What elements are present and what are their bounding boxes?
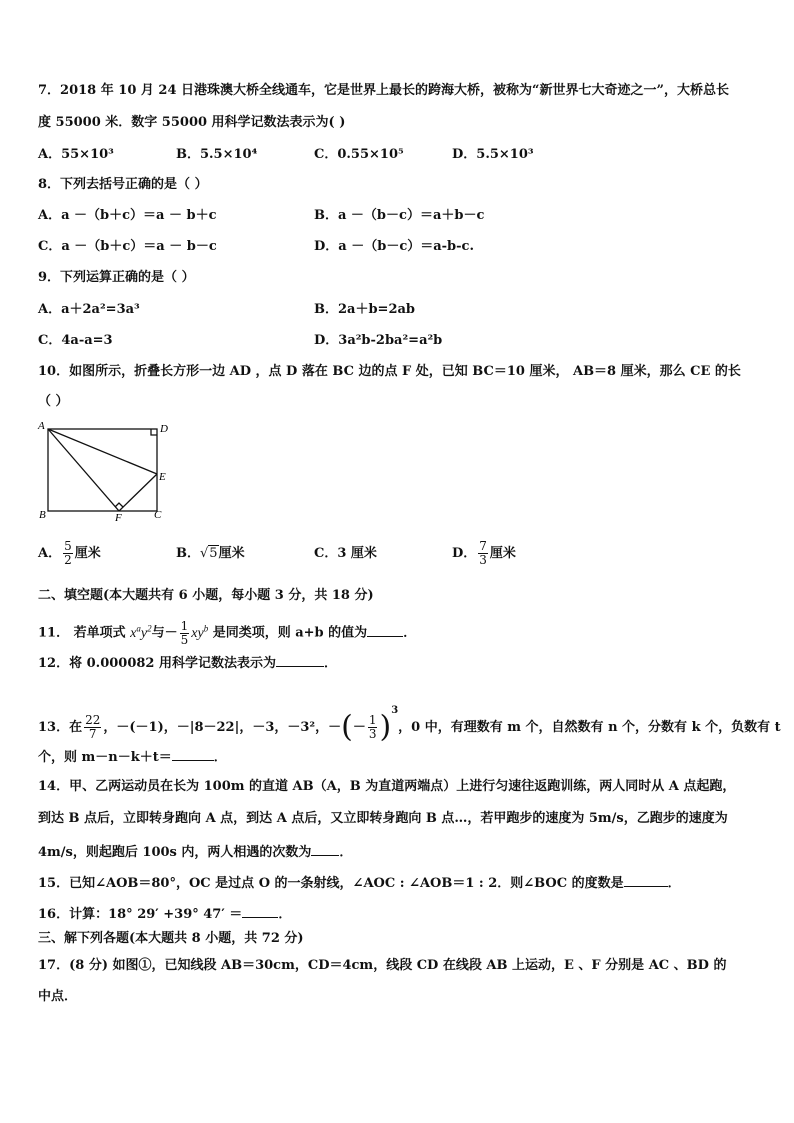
q11-stem: 11． 若单项式 $x^ay^2$与－ $\frac{1}{5}$ $xy^b$ 是同类项，则 a+b 的值为 ． bbox=[38, 618, 417, 647]
q14-stem-line2: 到达 B 点后，立即转身跑向 A 点，到达 A 点后，又立即转身跑向 B 点…，若甲跑步的速度为 5m/s，乙跑步的速度为 bbox=[38, 811, 728, 826]
q9-option-b: B．2a＋b=2ab bbox=[314, 302, 415, 317]
q10-stem-line1: 10．如图所示，折叠长方形一边 AD ，点 D 落在 BC 边的点 F 处，已知 BC＝10 厘米， AB＝8 厘米，那么 CE 的长 bbox=[38, 364, 741, 379]
q9-option-d: D．3a²b-2ba²=a²b bbox=[314, 333, 443, 348]
q8-option-d: D．a －（b－c）＝a-b-c. bbox=[314, 239, 474, 254]
answer-blank bbox=[242, 905, 278, 918]
q17-stem-line1: 17．(8 分) 如图①，已知线段 AB＝30cm，CD＝4cm，线段 CD 在线段 AB 上运动，E 、F 分别是 AC 、BD 的 bbox=[38, 958, 727, 973]
q10-option-b: B．√5厘米 bbox=[176, 546, 245, 561]
figure-label-e: E bbox=[159, 471, 166, 483]
section-3-heading: 三、解下列各题(本大题共 8 小题，共 72 分) bbox=[38, 931, 304, 946]
fraction: $\frac{7}{3}$ bbox=[479, 539, 487, 567]
q14-stem-line1: 14．甲、乙两运动员在长为 100m 的直道 AB（A，B 为直道两端点）上进行匀速往返跑训练，两人同时从 A 点起跑， bbox=[38, 779, 736, 794]
q8-option-b: B．a －（b－c）＝a＋b－c bbox=[314, 208, 485, 223]
q16-stem: 16．计算：18° 29′ +39° 47′ ＝ ． bbox=[38, 907, 292, 922]
monomial-2: $xy^b$ bbox=[191, 623, 209, 641]
q17-stem-line2: 中点． bbox=[38, 989, 78, 1004]
sqrt-expression: √5 bbox=[200, 546, 218, 561]
figure-label-c: C bbox=[154, 509, 162, 521]
q8-option-c: C．a －（b＋c）＝a － b－c bbox=[38, 239, 217, 254]
answer-blank bbox=[276, 654, 324, 667]
q10-option-d: D． $\frac{7}{3}$ 厘米 bbox=[452, 539, 516, 567]
monomial-1: $x^ay^2$ bbox=[130, 623, 152, 641]
q7-option-b: B．5.5×10⁴ bbox=[176, 147, 258, 162]
q15-stem: 15．已知∠AOB＝80°，OC 是过点 O 的一条射线，∠AOC : ∠AOB＝1 : 2．则∠BOC 的度数是 ． bbox=[38, 876, 681, 891]
q7-stem-line2: 度 55000 米．数字 55000 用科学记数法表示为( ) bbox=[38, 115, 346, 130]
answer-blank bbox=[367, 624, 403, 637]
q7-option-a: A．55×10³ bbox=[38, 147, 114, 162]
q8-option-a: A．a －（b＋c）＝a － b＋c bbox=[38, 208, 217, 223]
q9-option-c: C．4a-a=3 bbox=[38, 333, 113, 348]
q12-stem: 12．将 0.000082 用科学记数法表示为 ． bbox=[38, 656, 338, 671]
fraction: $\frac{1}{5}$ bbox=[180, 618, 189, 647]
q10-stem-line2: （ ） bbox=[38, 394, 69, 409]
fraction: $\frac{5}{2}$ bbox=[64, 539, 72, 567]
fraction: $\frac{1}{3}$ bbox=[368, 713, 377, 741]
q7-option-d: D．5.5×10³ bbox=[452, 147, 534, 162]
q7-stem-line1: 7．2018 年 10 月 24 日港珠澳大桥全线通车，它是世界上最长的跨海大桥，被称为“新世界七大奇迹之一”，大桥总长 bbox=[38, 83, 729, 98]
fraction: $\frac{22}{7}$ bbox=[85, 713, 101, 741]
q10-option-c: C．3 厘米 bbox=[314, 546, 377, 561]
answer-blank bbox=[624, 874, 668, 887]
q10-figure-rectangle bbox=[36, 418, 176, 524]
q14-stem-line3: 4m/s，则起跑后 100s 内，两人相遇的次数为 ． bbox=[38, 845, 353, 860]
q13-stem-line2: 个，则 m－n－k＋t＝ ． bbox=[38, 750, 227, 765]
figure-label-f: F bbox=[115, 512, 122, 524]
answer-blank bbox=[311, 843, 339, 856]
q9-option-a: A．a＋2a²=3a³ bbox=[38, 302, 140, 317]
section-2-heading: 二、填空题(本大题共有 6 小题，每小题 3 分，共 18 分) bbox=[38, 588, 374, 603]
q10-option-a: A． $\frac{5}{2}$ 厘米 bbox=[38, 539, 101, 567]
q13-stem-line1: 13．在 $\frac{22}{7}$ ，－(－1)，－|8－22|，－3，－3²，－(－ $\frac{1}{3}$ )$^3$，0 中，有理数有 m 个，自然数有 n 个，分数有 k 个，负数有 t bbox=[38, 705, 781, 745]
q8-stem: 8．下列去括号正确的是（ ） bbox=[38, 177, 208, 192]
figure-label-d: D bbox=[160, 423, 168, 435]
figure-label-b: B bbox=[39, 509, 46, 521]
figure-label-a: A bbox=[38, 420, 45, 432]
q7-option-c: C．0.55×10⁵ bbox=[314, 147, 404, 162]
answer-blank bbox=[172, 748, 214, 761]
q9-stem: 9．下列运算正确的是（ ） bbox=[38, 270, 195, 285]
